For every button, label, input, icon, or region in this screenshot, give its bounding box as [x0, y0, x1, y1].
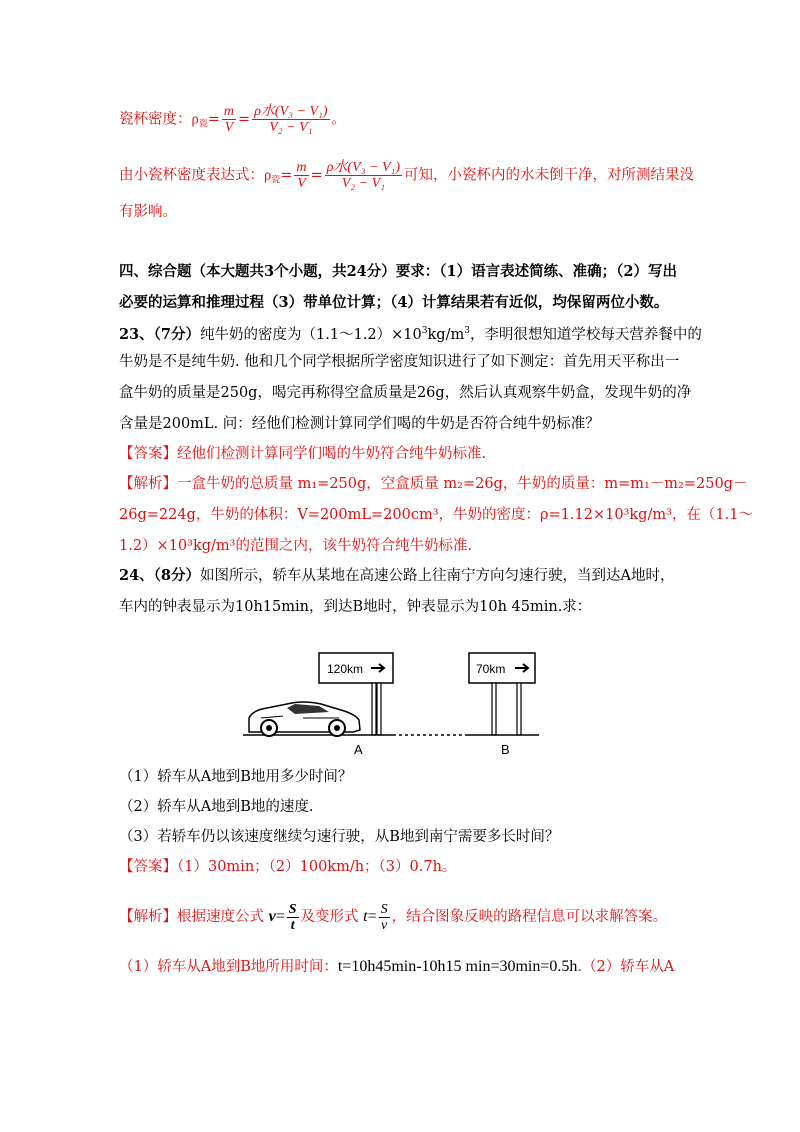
equals-sign: =	[310, 167, 323, 184]
question-number: 23、（7分）	[119, 326, 201, 343]
q24-answer	[119, 857, 456, 877]
velocity-formula	[268, 902, 301, 933]
car-icon	[249, 702, 360, 736]
conclusion-suffix: 可知，小瓷杯内的水未倒干净，对所测结果没	[404, 167, 695, 184]
road-diagram	[243, 648, 549, 760]
analysis-text: 一盒牛奶的总质量 m₁=250g，空盒质量 m₂=26g，牛奶的质量：m=m₁－m₂=250g－	[177, 476, 748, 492]
q23-answer	[119, 444, 486, 464]
period: 。	[331, 111, 347, 128]
fraction-denominator: V₂ − V₁	[269, 120, 313, 135]
superscript: 3	[464, 326, 470, 336]
rho-symbol: ρ	[264, 167, 272, 184]
q24-line-2: 车内的钟表显示为10h15min，到达B地时，钟表显示为10h 45min.求：	[119, 599, 592, 615]
fraction-numerator: ρ水(V₃ − V₁)	[326, 160, 401, 175]
fraction-numerator: ρ水(V₃ − V₁)	[254, 104, 328, 119]
density-label: 瓷杯密度：	[119, 111, 192, 128]
cup-density-line	[119, 104, 346, 135]
road-diagram-svg	[243, 648, 549, 760]
fraction-numerator: S	[380, 902, 388, 917]
fraction-denominator: v	[381, 918, 388, 933]
time-formula	[363, 902, 391, 933]
solution-text: （1）轿车从A地到B地所用时间：	[119, 959, 338, 975]
m-over-v-fraction	[222, 104, 236, 135]
q24-line-1	[119, 566, 675, 586]
m-over-v-fraction	[294, 160, 308, 191]
analysis-text: 根据速度公式	[177, 909, 264, 926]
fraction-numerator: m	[223, 104, 235, 119]
q24-sub-question-2: （2）轿车从A地到B地的速度.	[119, 799, 314, 815]
q23-analysis-line-1	[119, 474, 747, 494]
equals-sign: =	[275, 908, 285, 926]
solution-text: .（2）轿车从A	[577, 959, 675, 975]
time-calculation: t=10h45min-10h15 min=30min=0.5h	[337, 958, 578, 975]
point-a-label: A	[354, 742, 363, 757]
fraction-numerator: S	[288, 902, 297, 917]
answer-tag: 【答案】	[119, 859, 177, 875]
answer-tag: 【答案】	[119, 446, 177, 462]
equals-sign: =	[207, 111, 220, 128]
water-volume-fraction	[252, 104, 329, 135]
q23-text: ，李明很想知道学校每天营养餐中的	[469, 327, 702, 343]
equals-sign: =	[367, 908, 377, 926]
fraction-denominator: V	[224, 120, 234, 135]
var-v: v	[268, 908, 276, 926]
fraction-denominator: t	[290, 918, 295, 933]
sign-b-label: 70km	[476, 662, 506, 676]
rho-symbol: ρ	[191, 111, 199, 128]
sign-b-post	[492, 683, 496, 735]
conclusion-line-2: 有影响。	[119, 204, 177, 220]
q23-line-3: 盒牛奶的质量是250g，喝完再称得空盒质量是26g，然后认真观察牛奶盒，发现牛奶的净	[119, 385, 692, 401]
fraction-denominator: V	[297, 176, 306, 191]
answer-text: 经他们检测计算同学们喝的牛奶符合纯牛奶标准.	[177, 446, 487, 462]
equals-sign: =	[280, 167, 293, 184]
q23-analysis-line-3: 1.2）×10³kg/m³的范围之内，该牛奶符合纯牛奶标准.	[119, 538, 473, 554]
water-volume-fraction	[325, 160, 402, 191]
q23-line-1	[119, 321, 702, 345]
section-4-heading-line-1: 四、综合题（本大题共3个小题，共24分）要求：（1）语言表述简练、准确；（2）写出	[119, 263, 677, 280]
sign-a-post	[377, 683, 381, 735]
analysis-text: ，结合图象反映的路程信息可以求解答案。	[391, 909, 668, 926]
q24-text: 如图所示，轿车从某地在高速公路上往南宁方向匀速行驶，当到达A地时，	[200, 568, 675, 584]
analysis-tag: 【解析】	[119, 476, 177, 492]
s-over-t-fraction	[287, 902, 299, 933]
superscript: 3	[421, 326, 428, 336]
q24-sub-question-3: （3）若轿车仍以该速度继续匀速行驶，从B地到南宁需要多长时间？	[119, 829, 560, 845]
s-over-v-fraction	[379, 902, 390, 933]
q24-sub-question-1: （1）轿车从A地到B地用多少时间？	[119, 769, 353, 785]
q24-analysis	[119, 902, 667, 933]
var-t: t	[363, 908, 368, 926]
conclusion-prefix: 由小瓷杯密度表达式：	[119, 167, 264, 184]
fraction-numerator: m	[296, 160, 307, 175]
sign-b-post	[517, 683, 521, 735]
section-4-heading-line-2: 必要的运算和推理过程（3）带单位计算；（4）计算结果若有近似，均保留两位小数。	[119, 294, 669, 311]
q24-solution-line-1	[119, 957, 674, 977]
question-number: 24、（8分）	[119, 567, 201, 584]
q23-text: kg/m	[427, 327, 465, 343]
q23-line-2: 牛奶是不是纯牛奶. 他和几个同学根据所学密度知识进行了如下测定：首先用天平称出一	[119, 354, 680, 370]
analysis-tag: 【解析】	[119, 909, 177, 926]
q23-analysis-line-2: 26g=224g，牛奶的体积：V=200mL=200cm³，牛奶的密度：ρ=1.12×10³kg/m³，在（1.1～	[119, 507, 753, 523]
point-b-label: B	[501, 742, 510, 757]
fraction-denominator: V₂ − V₁	[341, 176, 386, 191]
q23-text: 纯牛奶的密度为（1.1～1.2）×10	[200, 327, 422, 343]
rho-subscript: 瓷	[198, 119, 208, 130]
conclusion-line-1	[119, 160, 694, 191]
analysis-text: 及变形式	[300, 909, 359, 926]
q23-line-4: 含量是200mL. 问：经他们检测计算同学们喝的牛奶是否符合纯牛奶标准？	[119, 416, 600, 432]
sign-a-label: 120km	[327, 662, 364, 676]
sign-a-post	[372, 683, 376, 735]
equals-sign: =	[238, 111, 251, 128]
rho-subscript: 瓷	[271, 175, 281, 186]
answer-text: （1）30min；（2）100km/h；（3）0.7h。	[177, 859, 457, 875]
